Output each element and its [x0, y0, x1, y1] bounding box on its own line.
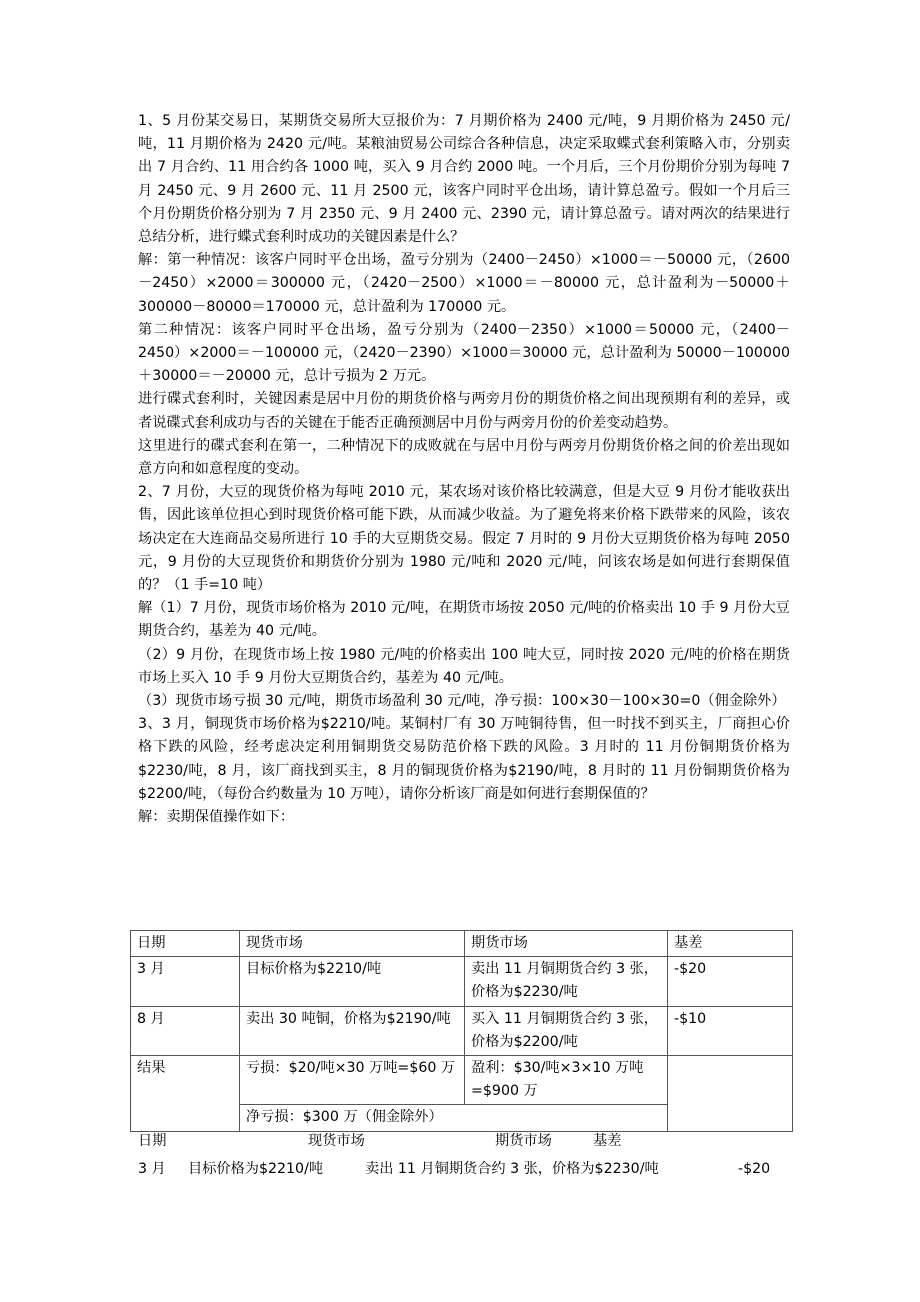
question-1: 1、5 月份某交易日，某期货交易所大豆报价为：7 月期价格为 2400 元/吨，9 月期价格为 2450 元/吨，11 月期价格为 2420 元/吨。某粮油贸易公司综合各种信息，决定采取蝶式套利策略入市，分别卖出 7 月合约、11 用合约各 1000 吨，买入 9 月合约 2000 吨。一个月后，三个月份期价分别为每吨 7 月 2450 元、9 月 2600 元、11 月 2500 元，该客户同时平仓出场，请计算总盈亏。假如一个月后三个月份期货价格分别为 7 月 2350 元、9 月 2400 元、2390 元，请计算总盈亏。请对两次的结果进行总结分析，进行蝶式套利时成功的关键因素是什么？: [138, 113, 790, 246]
question-3: 3、3 月，铜现货市场价格为$2210/吨。某铜村厂有 30 万吨铜待售，但一时找不到买主，厂商担心价格下跌的风险，经考虑决定利用铜期货交易防范价格下跌的风险。3 月时的 11 月份铜期货价格为$2230/吨，8 月，该厂商找到买主，8 月的铜现货价格为$2190/吨，8 月时的 11 月份铜期货价格为$2200/吨，（每份合约数量为 10 万吨），请你分析该厂商是如何进行套期保值的？: [138, 716, 790, 802]
document-body: [138, 110, 790, 829]
table-row: [131, 1006, 793, 1055]
table-row: [131, 957, 793, 1006]
table-row-result: [131, 1056, 793, 1105]
header-spot-market: 现货市场: [240, 931, 465, 957]
plain-header-date: 日期: [138, 1133, 167, 1149]
cell-futures: 卖出 11 月铜期货合约 3 张，价格为$2230/吨: [465, 957, 668, 1006]
answer-2-step-1: 解（1）7 月份，现货市场价格为 2010 元/吨，在期货市场按 2050 元/吨的价格卖出 10 手 9 月份大豆期货合约，基差为 40 元/吨。: [138, 600, 790, 640]
cell-date: 3 月: [131, 957, 240, 1006]
answer-1-case-1: 解：第一种情况：该客户同时平仓出场，盈亏分别为（2400－2450）×1000＝－50000 元，（2600－2450）×2000＝300000 元，（2420－2500）×1000＝－80000 元，总计盈利为－50000＋300000－80000＝170000 元，总计盈利为 170000 元。: [138, 252, 790, 315]
cell-result-spot: 亏损：$20/吨×30 万吨=$60 万: [240, 1056, 465, 1105]
answer-3-intro: 解：卖期保值操作如下：: [138, 809, 295, 826]
cell-basis: -$10: [668, 1006, 793, 1055]
plain-cell-spot: 目标价格为$2210/吨: [188, 1161, 324, 1177]
plain-header-futures: 期货市场: [495, 1133, 552, 1149]
answer-1-key-factor: 进行碟式套利时，关键因素是居中月份的期货价格与两旁月份的期货价格之间出现预期有利的差异，或者说碟式套利成功与否的关键在于能否正确预测居中月份与两旁月份的价差变动趋势。: [138, 391, 790, 431]
question-2: 2、7 月份，大豆的现货价格为每吨 2010 元，某农场对该价格比较满意，但是大豆 9 月份才能收获出售，因此该单位担心到时现货价格可能下跌，从而减少收益。为了避免将来价格下跌带来的风险，该农场决定在大连商品交易所进行 10 手的大豆期货交易。假定 7 月时的 9 月份大豆期货价格为每吨 2050 元，9 月份的大豆现货价和期货价分别为 1980 元/吨和 2020 元/吨，问该农场是如何进行套期保值的？（1 手=10 吨）: [138, 484, 790, 594]
plain-header-spot: 现货市场: [308, 1133, 365, 1149]
answer-2-step-2: （2）9 月份，在现货市场上按 1980 元/吨的价格卖出 100 吨大豆，同时按 2020 元/吨的价格在期货市场上买入 10 手 9 月份大豆期货合约，基差为 40 元/吨。: [138, 646, 790, 686]
plain-cell-date: 3 月: [138, 1161, 166, 1177]
answer-1-case-2: 第二种情况：该客户同时平仓出场，盈亏分别为（2400－2350）×1000＝50000 元，（2400－2450）×2000＝－100000 元，（2420－2390）×1000＝30000 元，总计盈利为 50000－100000＋30000＝－20000 元，总计亏损为 2 万元。: [138, 321, 790, 385]
table-header-row: [131, 931, 793, 957]
plain-text-table: [138, 1127, 788, 1183]
header-futures-market: 期货市场: [465, 931, 668, 957]
cell-net-loss: 净亏损：$300 万（佣金除外）: [240, 1105, 668, 1131]
cell-basis: -$20: [668, 957, 793, 1006]
plain-header-basis: 基差: [593, 1133, 622, 1149]
answer-2-step-3: （3）现货市场亏损 30 元/吨，期货市场盈利 30 元/吨，净亏损：100×30－100×30=0（佣金除外）: [138, 693, 786, 710]
cell-result-basis: [668, 1056, 793, 1132]
cell-spot: 卖出 30 吨铜，价格为$2190/吨: [240, 1006, 465, 1055]
cell-spot: 目标价格为$2210/吨: [240, 957, 465, 1006]
plain-cell-basis: -$20: [738, 1161, 771, 1177]
cell-result-label: 结果: [131, 1056, 240, 1132]
header-basis: 基差: [668, 931, 793, 957]
cell-futures: 买入 11 月铜期货合约 3 张，价格为$2200/吨: [465, 1006, 668, 1055]
answer-1-summary: 这里进行的碟式套利在第一，二种情况下的成败就在与居中月份与两旁月份期货价格之间的价差出现如意方向和如意程度的变动。: [138, 437, 790, 478]
plain-header-row: [138, 1127, 788, 1155]
cell-result-futures: 盈利：$30/吨×3×10 万吨=$900 万: [465, 1056, 668, 1105]
header-date: 日期: [131, 931, 240, 957]
plain-cell-futures: 卖出 11 月铜期货合约 3 张，价格为$2230/吨: [365, 1161, 659, 1177]
hedge-table: [130, 930, 793, 1132]
hedge-table-container: [130, 930, 790, 1132]
cell-date: 8 月: [131, 1006, 240, 1055]
plain-row: [138, 1155, 788, 1183]
